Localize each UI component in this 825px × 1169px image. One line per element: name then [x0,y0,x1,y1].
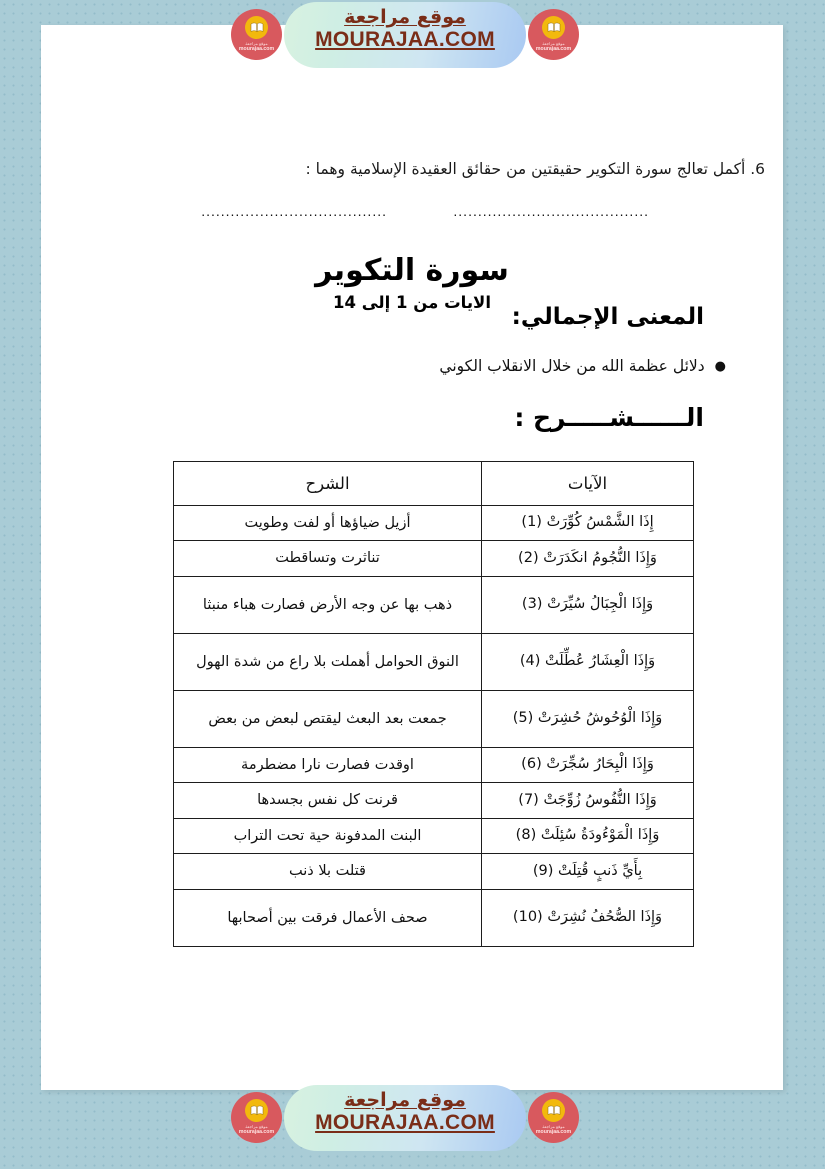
table-row [174,854,694,889]
table-row [174,783,694,818]
banner-text-bottom[interactable] [284,1089,526,1136]
sharh-cell: صحف الأعمال فرقت بين أصحابها [174,889,482,946]
site-logo-icon[interactable] [231,1092,282,1143]
table-row [174,633,694,690]
sharh-cell: البنت المدفونة حية تحت التراب [174,818,482,853]
logo-caption [536,1124,571,1136]
ayah-cell: وَإِذَا الْبِحَارُ سُجِّرَتْ (6) [482,747,694,782]
logo-caption-domain: mourajaa.com [535,46,572,53]
logo-caption-arabic: موقع مراجعة [542,41,565,47]
sharh-cell: جمعت بعد البعث ليقتص لبعض من بعض [174,690,482,747]
verses-table [173,461,694,947]
site-logo-icon[interactable] [528,9,579,60]
table-row [174,576,694,633]
ayah-cell: وَإِذَا الصُّحُفُ نُشِرَتْ (10) [482,889,694,946]
answer-blanks [41,203,783,219]
sharh-cell: ذهب بها عن وجه الأرض فصارت هباء منبثا [174,576,482,633]
logo-caption-arabic: موقع مراجعة [542,1124,565,1130]
logo-caption-domain: mourajaa.com [238,46,275,53]
table-header-row [174,462,694,506]
surah-subtitle: الايات من 1 إلى 14 [333,293,491,312]
table-row [174,541,694,576]
logo-caption [239,1124,274,1136]
banner-domain: MOURAJAA.COM [315,1111,495,1135]
book-icon [245,16,268,39]
table-row [174,818,694,853]
header-ayat: الآيات [482,462,694,506]
banner-text-top[interactable] [284,6,526,53]
logo-caption [536,41,571,53]
logo-caption [239,41,274,53]
table-row [174,506,694,541]
site-logo-icon[interactable] [231,9,282,60]
logo-caption-arabic: موقع مراجعة [245,1124,268,1130]
book-icon [245,1099,268,1122]
bullet-dot-icon: ● [714,359,726,374]
ayah-cell: وَإِذَا النُّجُومُ انكَدَرَتْ (2) [482,541,694,576]
sharh-cell: تناثرت وتساقطت [174,541,482,576]
ayah-cell: وَإِذَا الْمَوْءُودَةُ سُئِلَتْ (8) [482,818,694,853]
ayah-cell: إِذَا الشَّمْسُ كُوِّرَتْ (1) [482,506,694,541]
answer-blank-1[interactable]: ...................................... [201,203,387,219]
meaning-heading: المعنى الإجمالي: [511,304,704,330]
answer-blank-2[interactable]: ........................................ [453,203,649,219]
site-banner-bottom [0,1083,825,1153]
site-banner-top [0,0,825,70]
question-text: 6. أكمل تعالج سورة التكوير حقيقتين من حقائق العقيدة الإسلامية وهما : [305,160,765,178]
ayah-cell: وَإِذَا الْعِشَارُ عُطِّلَتْ (4) [482,633,694,690]
explanation-heading: الــــــشـــــرح : [514,403,704,432]
logo-caption-arabic: موقع مراجعة [245,41,268,47]
surah-title: سورة التكوير [315,253,509,288]
sharh-cell: أزيل ضياؤها أو لفت وطويت [174,506,482,541]
table-row [174,889,694,946]
logo-caption-domain: mourajaa.com [238,1129,275,1136]
sharh-cell: قتلت بلا ذنب [174,854,482,889]
book-icon [542,1099,565,1122]
table-row [174,690,694,747]
table-row [174,747,694,782]
ayah-cell: بِأَيِّ ذَنبٍ قُتِلَتْ (9) [482,854,694,889]
meaning-bullet-text: دلائل عظمة الله من خلال الانقلاب الكوني [439,357,705,375]
banner-domain: MOURAJAA.COM [315,28,495,52]
header-sharh: الشرح [174,462,482,506]
meaning-bullet-item [439,357,726,375]
site-logo-icon[interactable] [528,1092,579,1143]
logo-caption-domain: mourajaa.com [535,1129,572,1136]
sharh-cell: اوقدت فصارت نارا مضطرمة [174,747,482,782]
book-icon [542,16,565,39]
banner-title-arabic: موقع مراجعة [344,1089,466,1111]
sharh-cell: قرنت كل نفس بجسدها [174,783,482,818]
sharh-cell: النوق الحوامل أهملت بلا راع من شدة الهول [174,633,482,690]
ayah-cell: وَإِذَا الْجِبَالُ سُيِّرَتْ (3) [482,576,694,633]
ayah-cell: وَإِذَا الْوُحُوشُ حُشِرَتْ (5) [482,690,694,747]
ayah-cell: وَإِذَا النُّفُوسُ زُوِّجَتْ (7) [482,783,694,818]
banner-title-arabic: موقع مراجعة [344,6,466,28]
